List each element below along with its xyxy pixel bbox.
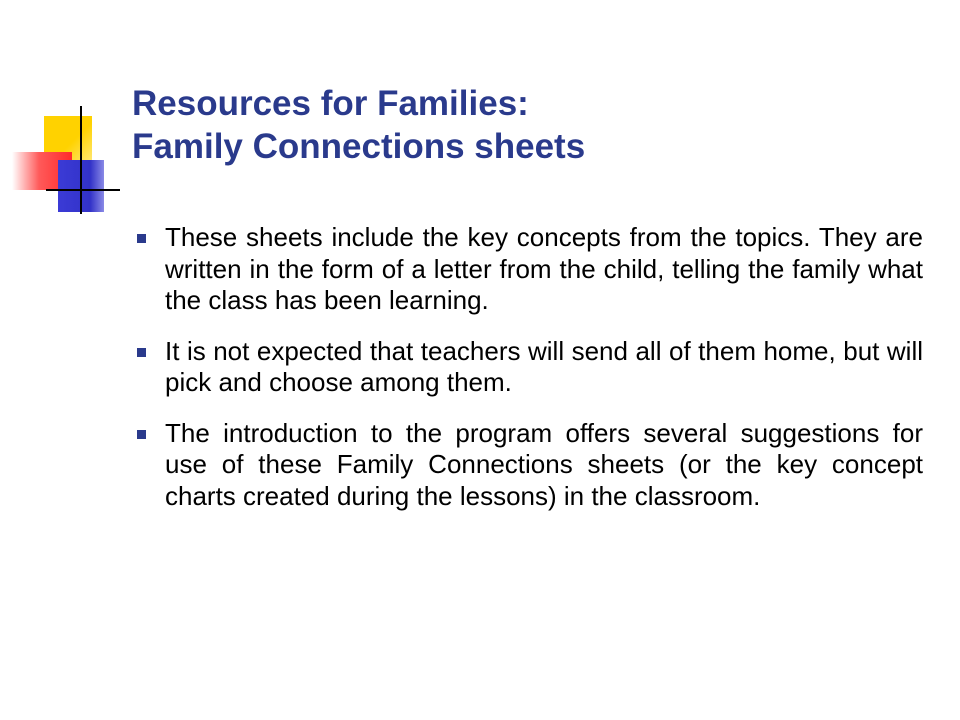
bullet-text: These sheets include the key concepts from the topics. They are written in the form of a letter from the child, telling the family what the class has been learning.: [165, 222, 923, 315]
title-line-1: Resources for Families:: [132, 84, 529, 123]
bullet-item: [133, 222, 923, 317]
vertical-line: [80, 106, 82, 214]
horizontal-line: [46, 189, 120, 191]
bullet-item: [133, 336, 923, 399]
bullet-square-icon: [137, 348, 146, 357]
title-line-2: Family Connections sheets: [132, 127, 586, 166]
bullet-square-icon: [137, 430, 146, 439]
bullet-list: [133, 222, 923, 531]
bullet-square-icon: [137, 234, 146, 243]
bullet-item: [133, 418, 923, 513]
decorative-logo: [10, 100, 120, 220]
bullet-text: The introduction to the program offers several suggestions for use of these Family Connections sheets (or the key concept charts created during the lessons) in the classroom.: [165, 417, 923, 511]
bullet-text: It is not expected that teachers will send all of them home, but will pick and choose among them.: [165, 335, 923, 397]
slide-title: [132, 82, 912, 168]
